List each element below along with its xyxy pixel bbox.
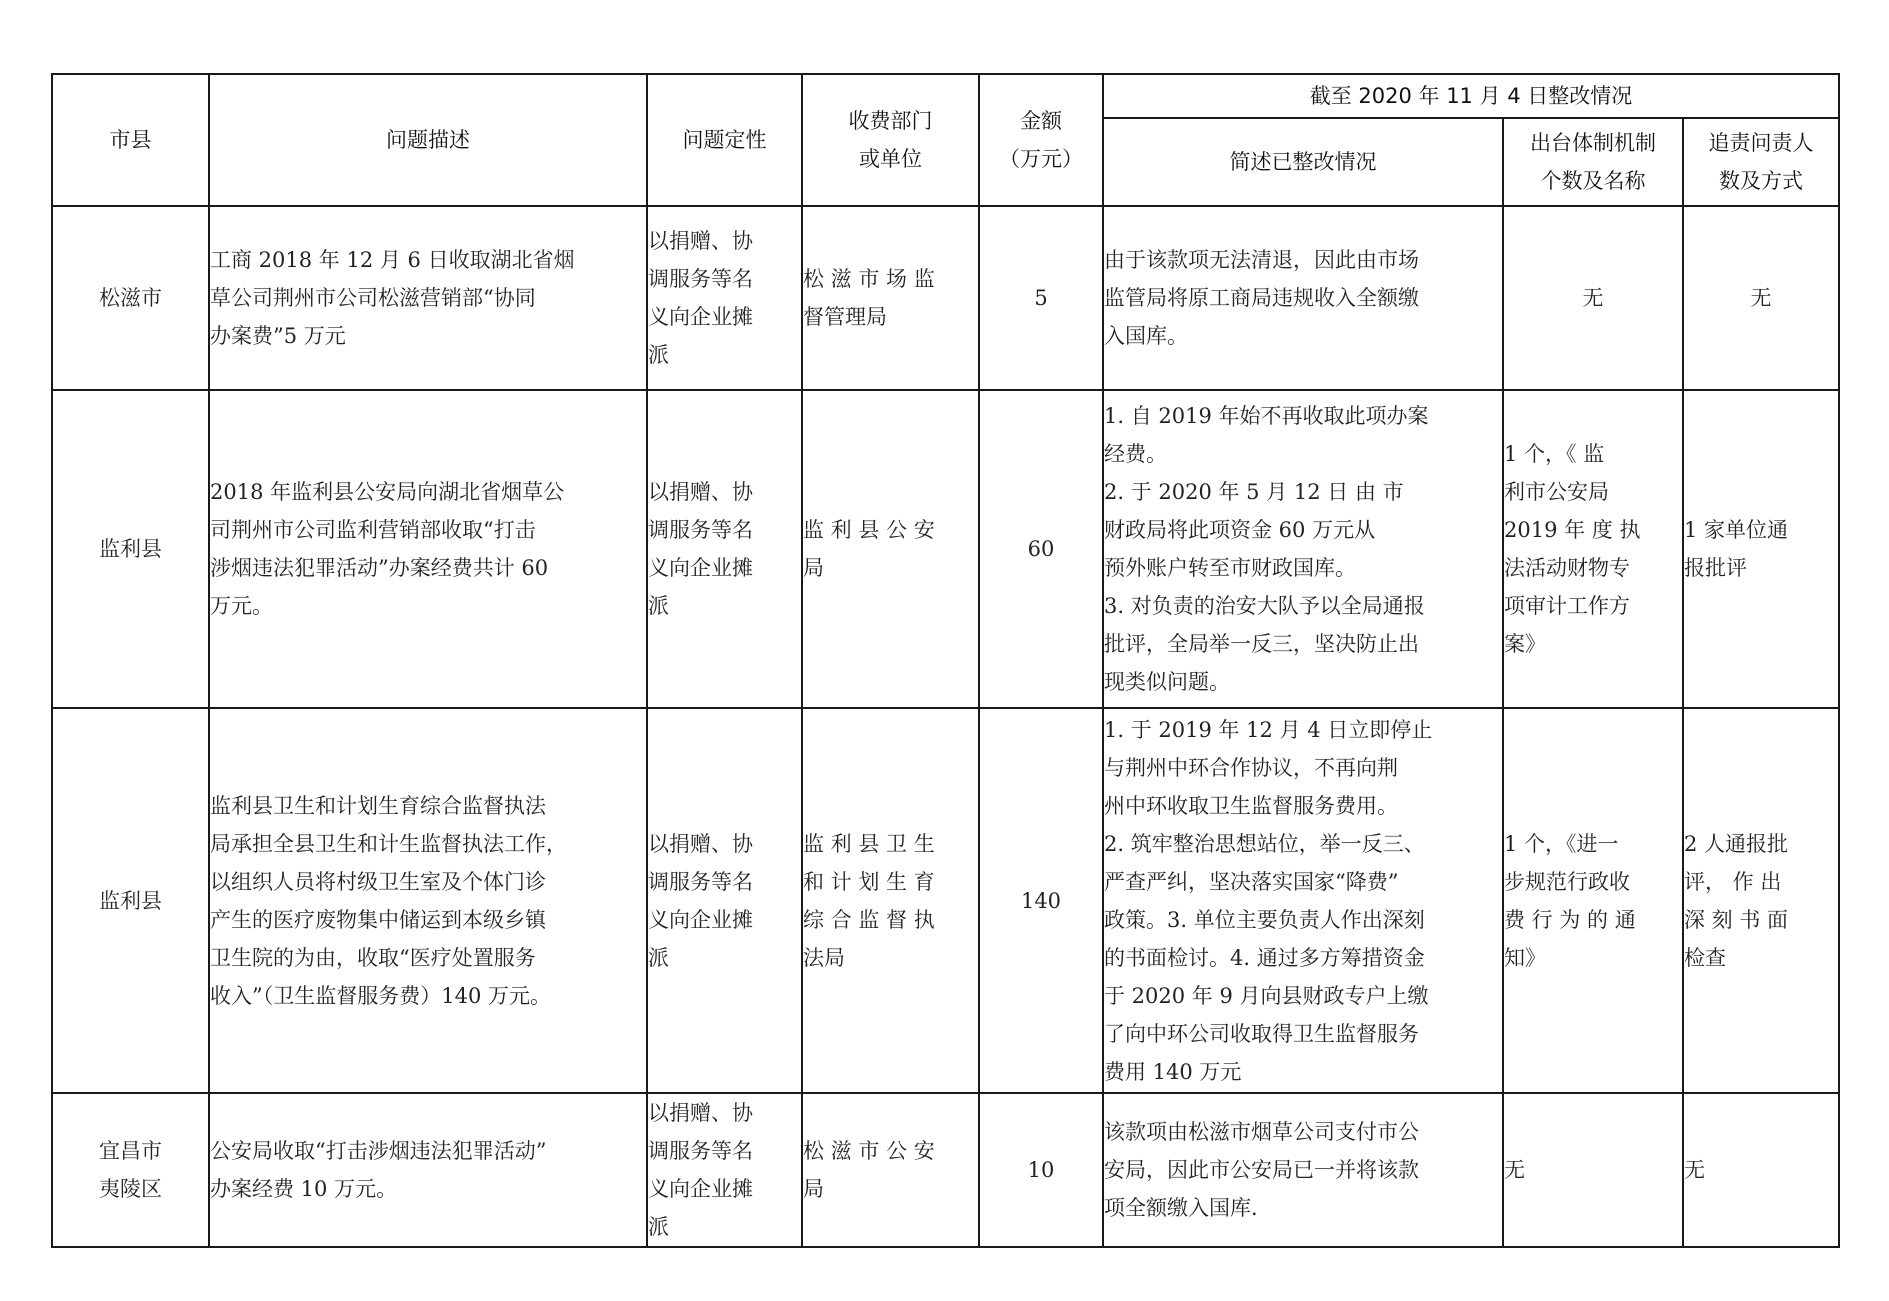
amount-cell: 5 (979, 206, 1103, 390)
header-department (802, 74, 979, 206)
summary-line: 该款项由松滋市烟草公司支付市公 (1104, 1120, 1419, 1144)
mechanism-line: 案》 (1504, 632, 1546, 656)
nature-line: 以捐赠、协 (648, 229, 753, 253)
mechanism-line: 1 个，《进一 (1504, 831, 1619, 856)
mechanism-cell (1503, 390, 1683, 708)
problem-line: 收入”（卫生监督服务费）140 万元。 (210, 983, 551, 1008)
summary-line: 州中环收取卫生监督服务费用。 (1104, 793, 1398, 818)
problem-line: 涉烟违法犯罪活动”办案经费共计 60 (210, 556, 549, 580)
mechanism-line: 步规范行政收 (1504, 869, 1630, 894)
nature-cell (647, 1093, 802, 1247)
problem-line: 办案经费 10 万元。 (210, 1177, 398, 1201)
accountability-line: 评， 作 出 (1684, 869, 1782, 894)
summary-line: 1. 自 2019 年始不再收取此项办案 (1104, 404, 1429, 428)
nature-cell (647, 390, 802, 708)
summary-line: 1. 于 2019 年 12 月 4 日立即停止 (1104, 717, 1433, 742)
table-row (52, 708, 1839, 1093)
header-amount-line1: 金额 (1020, 109, 1062, 133)
problem-line: 监利县卫生和计划生育综合监督执法 (210, 793, 546, 818)
department-line: 综 合 监 督 执 (803, 907, 935, 932)
department-line: 法局 (803, 945, 845, 970)
summary-line: 财政局将此项资金 60 万元从 (1104, 518, 1376, 542)
nature-line: 派 (648, 1215, 669, 1239)
problem-line: 公安局收取“打击涉烟违法犯罪活动” (210, 1139, 547, 1163)
summary-line: 于 2020 年 9 月向县财政专户上缴 (1104, 983, 1429, 1008)
department-cell (802, 206, 979, 390)
table-row (52, 390, 1839, 708)
department-line: 监 利 县 公 安 (803, 518, 935, 542)
problem-line: 卫生院的为由，收取“医疗处置服务 (210, 945, 536, 970)
department-line: 局 (803, 556, 824, 580)
accountability-line: 检查 (1684, 945, 1726, 970)
department-cell (802, 708, 979, 1093)
summary-line: 2. 于 2020 年 5 月 12 日 由 市 (1104, 480, 1404, 504)
amount-cell: 140 (979, 708, 1103, 1093)
summary-line: 严查严纠，坚决落实国家“降费” (1104, 869, 1399, 894)
nature-line: 调服务等名 (648, 267, 753, 291)
city-cell (52, 708, 209, 1093)
problem-line: 产生的医疗废物集中储运到本级乡镇 (210, 907, 546, 932)
header-mechanism-line1: 出台体制机制 (1530, 131, 1656, 155)
summary-line: 与荆州中环合作协议，不再向荆 (1104, 755, 1398, 780)
summary-line: 由于该款项无法清退，因此由市场 (1104, 248, 1419, 272)
city-cell (52, 1093, 209, 1247)
mechanism-line: 无 (1582, 286, 1604, 310)
mechanism-line: 2019 年 度 执 (1504, 518, 1641, 542)
department-cell (802, 390, 979, 708)
problem-line: 局承担全县卫生和计生监督执法工作， (210, 831, 567, 856)
summary-cell (1103, 206, 1503, 390)
city-line: 宜昌市 (99, 1139, 162, 1163)
amount-cell: 10 (979, 1093, 1103, 1247)
summary-line: 安局，因此市公安局已一并将该款 (1104, 1158, 1419, 1182)
department-line: 松 滋 市 场 监 (803, 267, 935, 291)
accountability-line: 1 家单位通 (1684, 518, 1789, 542)
mechanism-line: 1 个，《 监 (1504, 442, 1605, 466)
accountability-line: 深 刻 书 面 (1684, 907, 1789, 932)
problem-line: 以组织人员将村级卫生室及个体门诊 (210, 869, 546, 894)
summary-line: 批评，全局举一反三，坚决防止出 (1104, 632, 1419, 656)
accountability-line: 报批评 (1684, 556, 1747, 580)
nature-line: 义向企业摊 (648, 556, 753, 580)
mechanism-line: 知》 (1504, 945, 1546, 970)
city-cell (52, 206, 209, 390)
header-nature: 问题定性 (647, 74, 802, 206)
department-line: 监 利 县 卫 生 (803, 831, 935, 856)
problem-line: 2018 年监利县公安局向湖北省烟草公 (210, 480, 565, 504)
mechanism-line: 费 行 为 的 通 (1504, 907, 1636, 932)
header-amount-line2: （万元） (999, 147, 1083, 171)
header-city: 市县 (52, 74, 209, 206)
problem-line: 万元。 (210, 594, 273, 618)
header-summary: 简述已整改情况 (1103, 118, 1503, 206)
summary-line: 项全额缴入国库． (1104, 1196, 1272, 1220)
header-amount (979, 74, 1103, 206)
city-line: 夷陵区 (99, 1177, 162, 1201)
mechanism-cell (1503, 708, 1683, 1093)
city-line: 监利县 (99, 537, 162, 561)
table-row (52, 1093, 1839, 1247)
accountability-cell (1683, 390, 1839, 708)
nature-line: 调服务等名 (648, 1139, 753, 1163)
accountability-line: 2 人通报批 (1684, 831, 1789, 856)
header-department-line2: 或单位 (859, 147, 922, 171)
nature-line: 派 (648, 594, 669, 618)
nature-line: 派 (648, 945, 669, 970)
summary-line: 了向中环公司收取得卫生监督服务 (1104, 1021, 1419, 1046)
summary-line: 政策。3. 单位主要负责人作出深刻 (1104, 907, 1425, 932)
summary-line: 2. 筑牢整治思想站位，举一反三、 (1104, 831, 1425, 856)
nature-line: 调服务等名 (648, 869, 753, 894)
summary-line: 经费。 (1104, 442, 1167, 466)
nature-cell (647, 206, 802, 390)
mechanism-cell (1503, 1093, 1683, 1247)
nature-line: 调服务等名 (648, 518, 753, 542)
summary-line: 费用 140 万元 (1104, 1059, 1242, 1084)
city-line: 监利县 (99, 888, 162, 913)
problem-cell (209, 390, 647, 708)
nature-line: 以捐赠、协 (648, 480, 753, 504)
mechanism-line: 项审计工作方 (1504, 594, 1630, 618)
header-accountability (1683, 118, 1839, 206)
department-line: 松 滋 市 公 安 (803, 1139, 935, 1163)
header-accountability-line1: 追责问责人 (1708, 131, 1814, 155)
accountability-line: 无 (1684, 1158, 1705, 1182)
problem-line: 办案费”5 万元 (210, 324, 346, 348)
header-rectification-group: 截至 2020 年 11 月 4 日整改情况 (1103, 74, 1839, 118)
summary-line: 现类似问题。 (1104, 670, 1230, 694)
summary-line: 预外账户转至市财政国库。 (1104, 556, 1356, 580)
nature-line: 派 (648, 343, 669, 367)
header-mechanism-line2: 个数及名称 (1540, 169, 1646, 193)
department-line: 督管理局 (803, 305, 887, 329)
mechanism-cell (1503, 206, 1683, 390)
summary-line: 的书面检讨。4. 通过多方筹措资金 (1104, 945, 1425, 970)
nature-line: 义向企业摊 (648, 1177, 753, 1201)
department-line: 局 (803, 1177, 824, 1201)
mechanism-line: 利市公安局 (1504, 480, 1609, 504)
accountability-line: 无 (1750, 286, 1772, 310)
accountability-cell (1683, 1093, 1839, 1247)
problem-line: 草公司荆州市公司松滋营销部“协同 (210, 286, 536, 310)
table-row (52, 206, 1839, 390)
accountability-cell (1683, 206, 1839, 390)
rectification-table (51, 73, 1840, 1248)
summary-cell (1103, 1093, 1503, 1247)
mechanism-line: 法活动财物专 (1504, 556, 1630, 580)
mechanism-line: 无 (1504, 1158, 1525, 1182)
header-accountability-line2: 数及方式 (1719, 169, 1803, 193)
summary-line: 入国库。 (1104, 324, 1188, 348)
problem-line: 工商 2018 年 12 月 6 日收取湖北省烟 (210, 248, 575, 272)
header-mechanism (1503, 118, 1683, 206)
department-cell (802, 1093, 979, 1247)
nature-line: 以捐赠、协 (648, 1101, 753, 1125)
table-body (52, 206, 1839, 1247)
problem-cell (209, 1093, 647, 1247)
header-problem: 问题描述 (209, 74, 647, 206)
summary-cell (1103, 390, 1503, 708)
nature-line: 义向企业摊 (648, 907, 753, 932)
accountability-cell (1683, 708, 1839, 1093)
city-line: 松滋市 (99, 286, 162, 310)
nature-line: 义向企业摊 (648, 305, 753, 329)
nature-line: 以捐赠、协 (648, 831, 753, 856)
summary-line: 3. 对负责的治安大队予以全局通报 (1104, 594, 1425, 618)
nature-cell (647, 708, 802, 1093)
amount-cell: 60 (979, 390, 1103, 708)
summary-line: 监管局将原工商局违规收入全额缴 (1104, 286, 1419, 310)
city-cell (52, 390, 209, 708)
problem-line: 司荆州市公司监利营销部收取“打击 (210, 518, 536, 542)
problem-cell (209, 708, 647, 1093)
department-line: 和 计 划 生 育 (803, 869, 935, 894)
header-department-line1: 收费部门 (848, 109, 933, 133)
summary-cell (1103, 708, 1503, 1093)
problem-cell (209, 206, 647, 390)
